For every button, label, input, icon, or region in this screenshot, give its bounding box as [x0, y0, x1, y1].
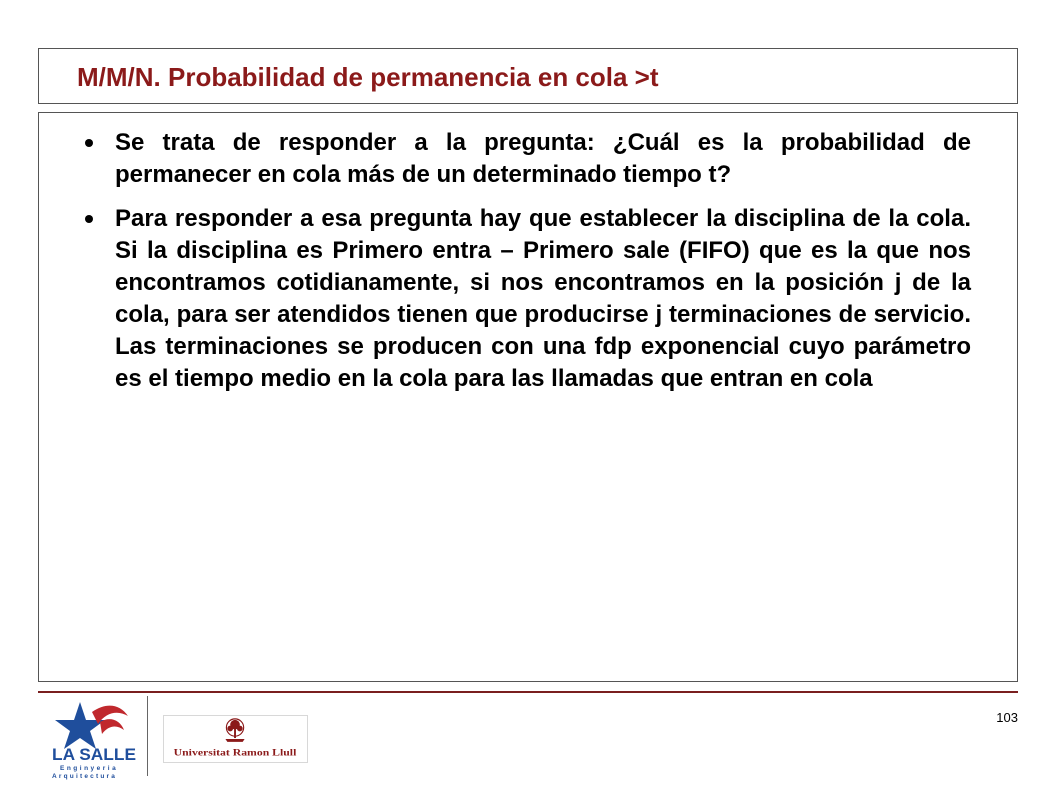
bullet-text: Se trata de responder a la pregunta: ¿Cuál es la probabilidad de permanecer en cola más de un determinado tiempo t? [115, 129, 971, 188]
bullet-item [115, 127, 971, 191]
logo-divider [147, 696, 148, 776]
bullet-text: Para responder a esa pregunta hay que establecer la disciplina de la cola. Si la disciplina es Primero entra – Primero sale (FIFO) que es la que nos encontramos cotidianamente, si nos encontramos en la posición j de la cola, para ser atendidos tienen que producirse j terminaciones de servicio. Las terminaciones se producen con una fdp exponencial cuyo parámetro es el tiempo medio en la cola para las llamadas que entran en cola [115, 205, 971, 392]
title-box [38, 48, 1018, 104]
bullet-item [115, 203, 971, 395]
lasalle-logo [48, 694, 142, 780]
svg-text:Universitat Ramon Llull: Universitat Ramon Llull [173, 747, 297, 759]
url-logo [163, 715, 308, 763]
svg-text:Arquitectura: Arquitectura [52, 773, 118, 780]
svg-text:LA SALLE: LA SALLE [52, 745, 136, 764]
bullet-dot-icon [85, 139, 93, 147]
svg-text:Enginyeria: Enginyeria [60, 765, 119, 772]
content-box [38, 112, 1018, 682]
slide-title: M/M/N. Probabilidad de permanencia en cola >t [77, 62, 659, 92]
bullet-list [39, 127, 1017, 407]
page-number: 103 [996, 710, 1018, 725]
tree-icon [225, 719, 244, 742]
bullet-dot-icon [85, 215, 93, 223]
footer-divider [38, 691, 1018, 693]
